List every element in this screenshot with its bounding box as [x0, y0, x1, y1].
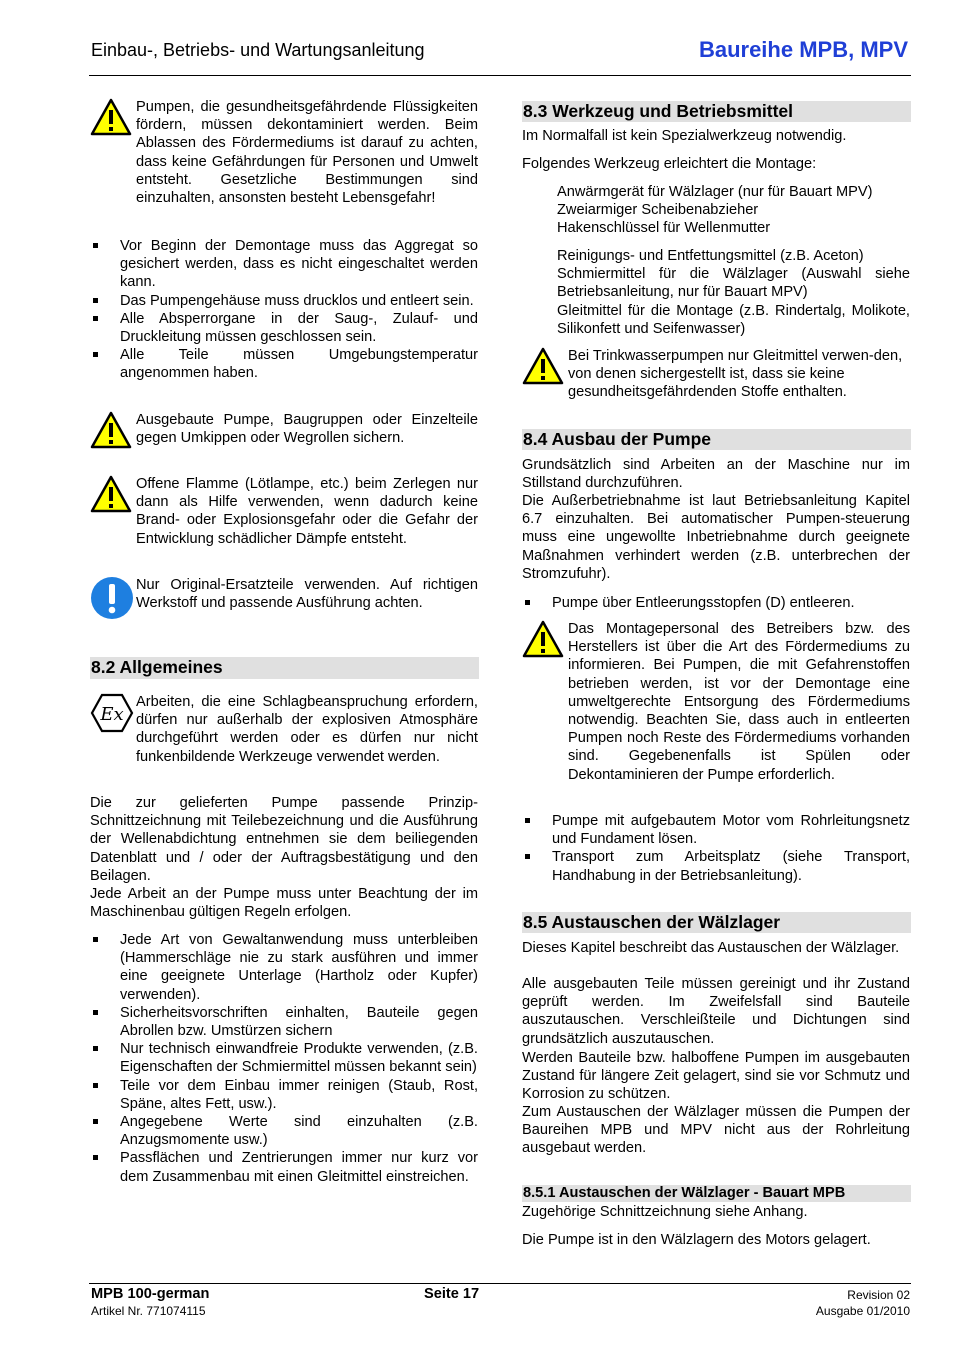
section-heading-8-5-1: 8.5.1 Austauschen der Wälzlager - Bauart MPB [522, 1185, 911, 1202]
list-item: Transport zum Arbeitsplatz (siehe Transport, Handhabung in der Betriebsanleitung). [522, 848, 910, 884]
list-item: Zweiarmiger Scheibenabzieher [557, 202, 759, 219]
list-item: Anwärmgerät für Wälzlager (nur für Bauart MPV) [557, 184, 873, 200]
footer-article-number: Artikel Nr. 771074115 [91, 1304, 206, 1318]
demontage-bullet-list [90, 237, 478, 383]
paragraph: Jede Arbeit an der Pumpe muss unter Beachtung der im Maschinenbau gültigen Regeln erfolgen. [90, 886, 478, 921]
paragraph: Werden Bauteile bzw. halboffene Pumpen im ausgebauten Zustand für längere Zeit gelagert, sind sie vor Schmutz und Korrosion zu schützen. [522, 1050, 910, 1103]
ex-hexagon-icon [90, 693, 134, 738]
list-item: Nur technisch einwandfreie Produkte verwenden, (z.B. Eigenschaften der Schmiermittel müssen bekannt sein) [90, 1040, 478, 1076]
paragraph: Dieses Kapitel beschreibt das Austauschen der Wälzlager. [522, 940, 900, 956]
list-item: Alle Absperrorgane in der Saug-, Zulauf- und Druckleitung müssen geschlossen sein. [90, 310, 478, 346]
warning-text: Offene Flamme (Lötlampe, etc.) beim Zerlegen nur dann als Hilfe verwenden, wenn dadurch keine Brand- oder Explosionsgefahr oder die Gefahr der Entwicklung schädlicher Dämpfe entsteht. [136, 476, 478, 547]
warning-triangle-icon [90, 98, 132, 141]
warning-text: Das Montagepersonal des Betreibers bzw. des Herstellers ist über die Art des Fördermediums zu informieren. Bei Pumpen, die mit Gefahrenstoffen betrieben werden, ist vor der Demontage eine umweltgerechte Entsorgung des Fördermediums notwendig. Beachten Sie, dass auch in entleerten Pumpen noch Reste des Fördermediums vorhanden sind. Gegebenenfalls ist Spülen oder Dekontaminieren der Pumpe erforderlich. [568, 621, 910, 783]
list-item: Pumpe mit aufgebautem Motor vom Rohrleitungsnetz und Fundament lösen. [522, 812, 910, 848]
list-item: Teile vor dem Einbau immer reinigen (Staub, Rost, Späne, altes Fett, usw.). [90, 1077, 478, 1113]
warning-triangle-icon [90, 475, 132, 518]
list-item: Das Pumpengehäuse muss drucklos und entleert sein. [90, 292, 478, 310]
tool-list [557, 183, 910, 238]
warning-flamme [90, 475, 478, 570]
section-heading-8-3: 8.3 Werkzeug und Betriebsmittel [522, 101, 911, 122]
list-item: Vor Beginn der Demontage muss das Aggregat so gesichert werden, dass es nicht eingeschaltet werden kann. [90, 237, 478, 292]
list-item: Alle Teile müssen Umgebungstemperatur angenommen haben. [90, 346, 478, 382]
allgemeines-bullet-list [90, 931, 478, 1186]
list-item: Reinigungs- und Entfettungsmittel (z.B. Aceton) [557, 248, 864, 264]
list-item: Pumpe über Entleerungsstopfen (D) entleeren. [522, 594, 910, 612]
header-rule [89, 75, 911, 76]
section-heading-8-4: 8.4 Ausbau der Pumpe [522, 429, 911, 450]
paragraph: Im Normalfall ist kein Spezialwerkzeug notwendig. [522, 128, 847, 144]
list-item: Sicherheitsvorschriften einhalten, Bauteile gegen Abrollen bzw. Umstürzen sichern [90, 1004, 478, 1040]
ausbau-bullet-list [522, 812, 910, 885]
list-item: Gleitmittel für die Montage (z.B. Rindertalg, Molikote, Silikonfett und Seifenwasser) [557, 302, 910, 337]
footer-revision: Revision 02 [847, 1288, 910, 1302]
supplies-list [557, 247, 910, 338]
warning-umkippen [90, 411, 478, 471]
svg-text:Ex: Ex [100, 704, 124, 725]
section-heading-8-2: 8.2 Allgemeines [90, 657, 479, 679]
ausbau-bullet-1 [522, 594, 910, 612]
warning-trinkwasser [522, 347, 910, 407]
exclamation-circle-icon [90, 576, 134, 625]
footer-doc-name: MPB 100-german [91, 1286, 210, 1302]
note-ersatzteile [90, 576, 478, 634]
paragraph: Die Pumpe ist in den Wälzlagern des Motors gelagert. [522, 1232, 871, 1248]
section-heading-8-5: 8.5 Austauschen der Wälzlager [522, 912, 911, 933]
ex-note [90, 693, 478, 788]
paragraph: Alle ausgebauten Teile müssen gereinigt und ihr Zustand geprüft werden. Im Zweifelsfall sind Bauteile auszutauschen. Verschleißteile und Dichtungen sind grundsätzlich auszutauschen. [522, 976, 910, 1047]
warning-text: Pumpen, die gesundheitsgefährdende Flüssigkeiten fördern, müssen dekontaminiert werden. Beim Ablassen des Fördermediums ist darauf zu achten, dass keine Gefährdungen für Personen und Umwelt entsteht. Gesetzliche Bestimmungen sind einzuhalten, ansonsten besteht Lebensgefahr! [136, 99, 478, 207]
paragraph: Zugehörige Schnittzeichnung siehe Anhang. [522, 1204, 808, 1220]
header-series: Baureihe MPB, MPV [698, 37, 908, 62]
paragraph: Die zur gelieferten Pumpe passende Prinzip-Schnittzeichnung mit Teilebezeichnung und die Ausführung der Wellenabdichtung entnehmen sie dem beiliegenden Datenblatt und / oder der Auftragsbestätigung und den Beilagen. [90, 795, 478, 884]
warning-triangle-icon [90, 411, 132, 454]
list-item: Schmiermittel für die Wälzlager (Auswahl siehe Betriebsanleitung, nur für Bauart MPV) [557, 266, 910, 301]
list-item: Passflächen und Zentrierungen immer nur kurz vor dem Zusammenbau mit einen Gleitmittel einstreichen. [90, 1149, 478, 1185]
list-item: Angegebene Werte sind einzuhalten (z.B. Anzugsmomente usw.) [90, 1113, 478, 1149]
warning-triangle-icon [522, 620, 564, 663]
list-item: Hakenschlüssel für Wellenmutter [557, 220, 771, 237]
paragraph: Folgendes Werkzeug erleichtert die Montage: [522, 156, 817, 172]
warning-triangle-icon [522, 347, 564, 390]
warning-montagepersonal [522, 620, 910, 805]
paragraph: Zum Austauschen der Wälzlager müssen die Pumpen der Baureihen MPB und MPV nicht aus der Rohrleitung ausgebaut werden. [522, 1104, 910, 1157]
ex-note-text: Arbeiten, die eine Schlagbeanspruchung erfordern, dürfen nur außerhalb der explosiven Atmosphäre durchgeführt werden oder es dürfen nur nicht funkenbildende Werkzeuge verwendet werden. [136, 694, 478, 765]
list-item: Jede Art von Gewaltanwendung muss unterbleiben (Hammerschläge nie zu stark ausführen und immer eine geeignete Unterlage (Hartholz oder Kupfer) verwenden). [90, 931, 478, 1004]
note-text: Nur Original-Ersatzteile verwenden. Auf richtigen Werkstoff und passende Ausführung achten. [136, 577, 478, 612]
paragraph: Die Außerbetriebnahme ist laut Betriebsanleitung Kapitel 6.7 einzuhalten. Bei automatischer Pumpen-steuerung muss eine ungewollte Inbetriebnahme durch geeignete Maßnahmen verhindert werden (z.B. unterbrechen der Stromzufuhr). [522, 493, 910, 582]
warning-dekontamination [90, 98, 478, 228]
warning-text: Ausgebaute Pumpe, Baugruppen oder Einzelteile gegen Umkippen oder Wegrollen sichern. [136, 412, 478, 447]
footer-rule [89, 1283, 911, 1284]
header-title: Einbau-, Betriebs- und Wartungsanleitung [91, 40, 425, 60]
footer-edition: Ausgabe 01/2010 [815, 1304, 910, 1318]
warning-text: Bei Trinkwasserpumpen nur Gleitmittel verwen-den, von denen sichergestellt ist, dass sie keine gesundheitsgefährdenden Stoffe enthalten. [568, 348, 903, 401]
paragraph: Grundsätzlich sind Arbeiten an der Maschine nur im Stillstand durchzuführen. [522, 457, 910, 492]
footer-page-number: Seite 17 [424, 1286, 480, 1302]
